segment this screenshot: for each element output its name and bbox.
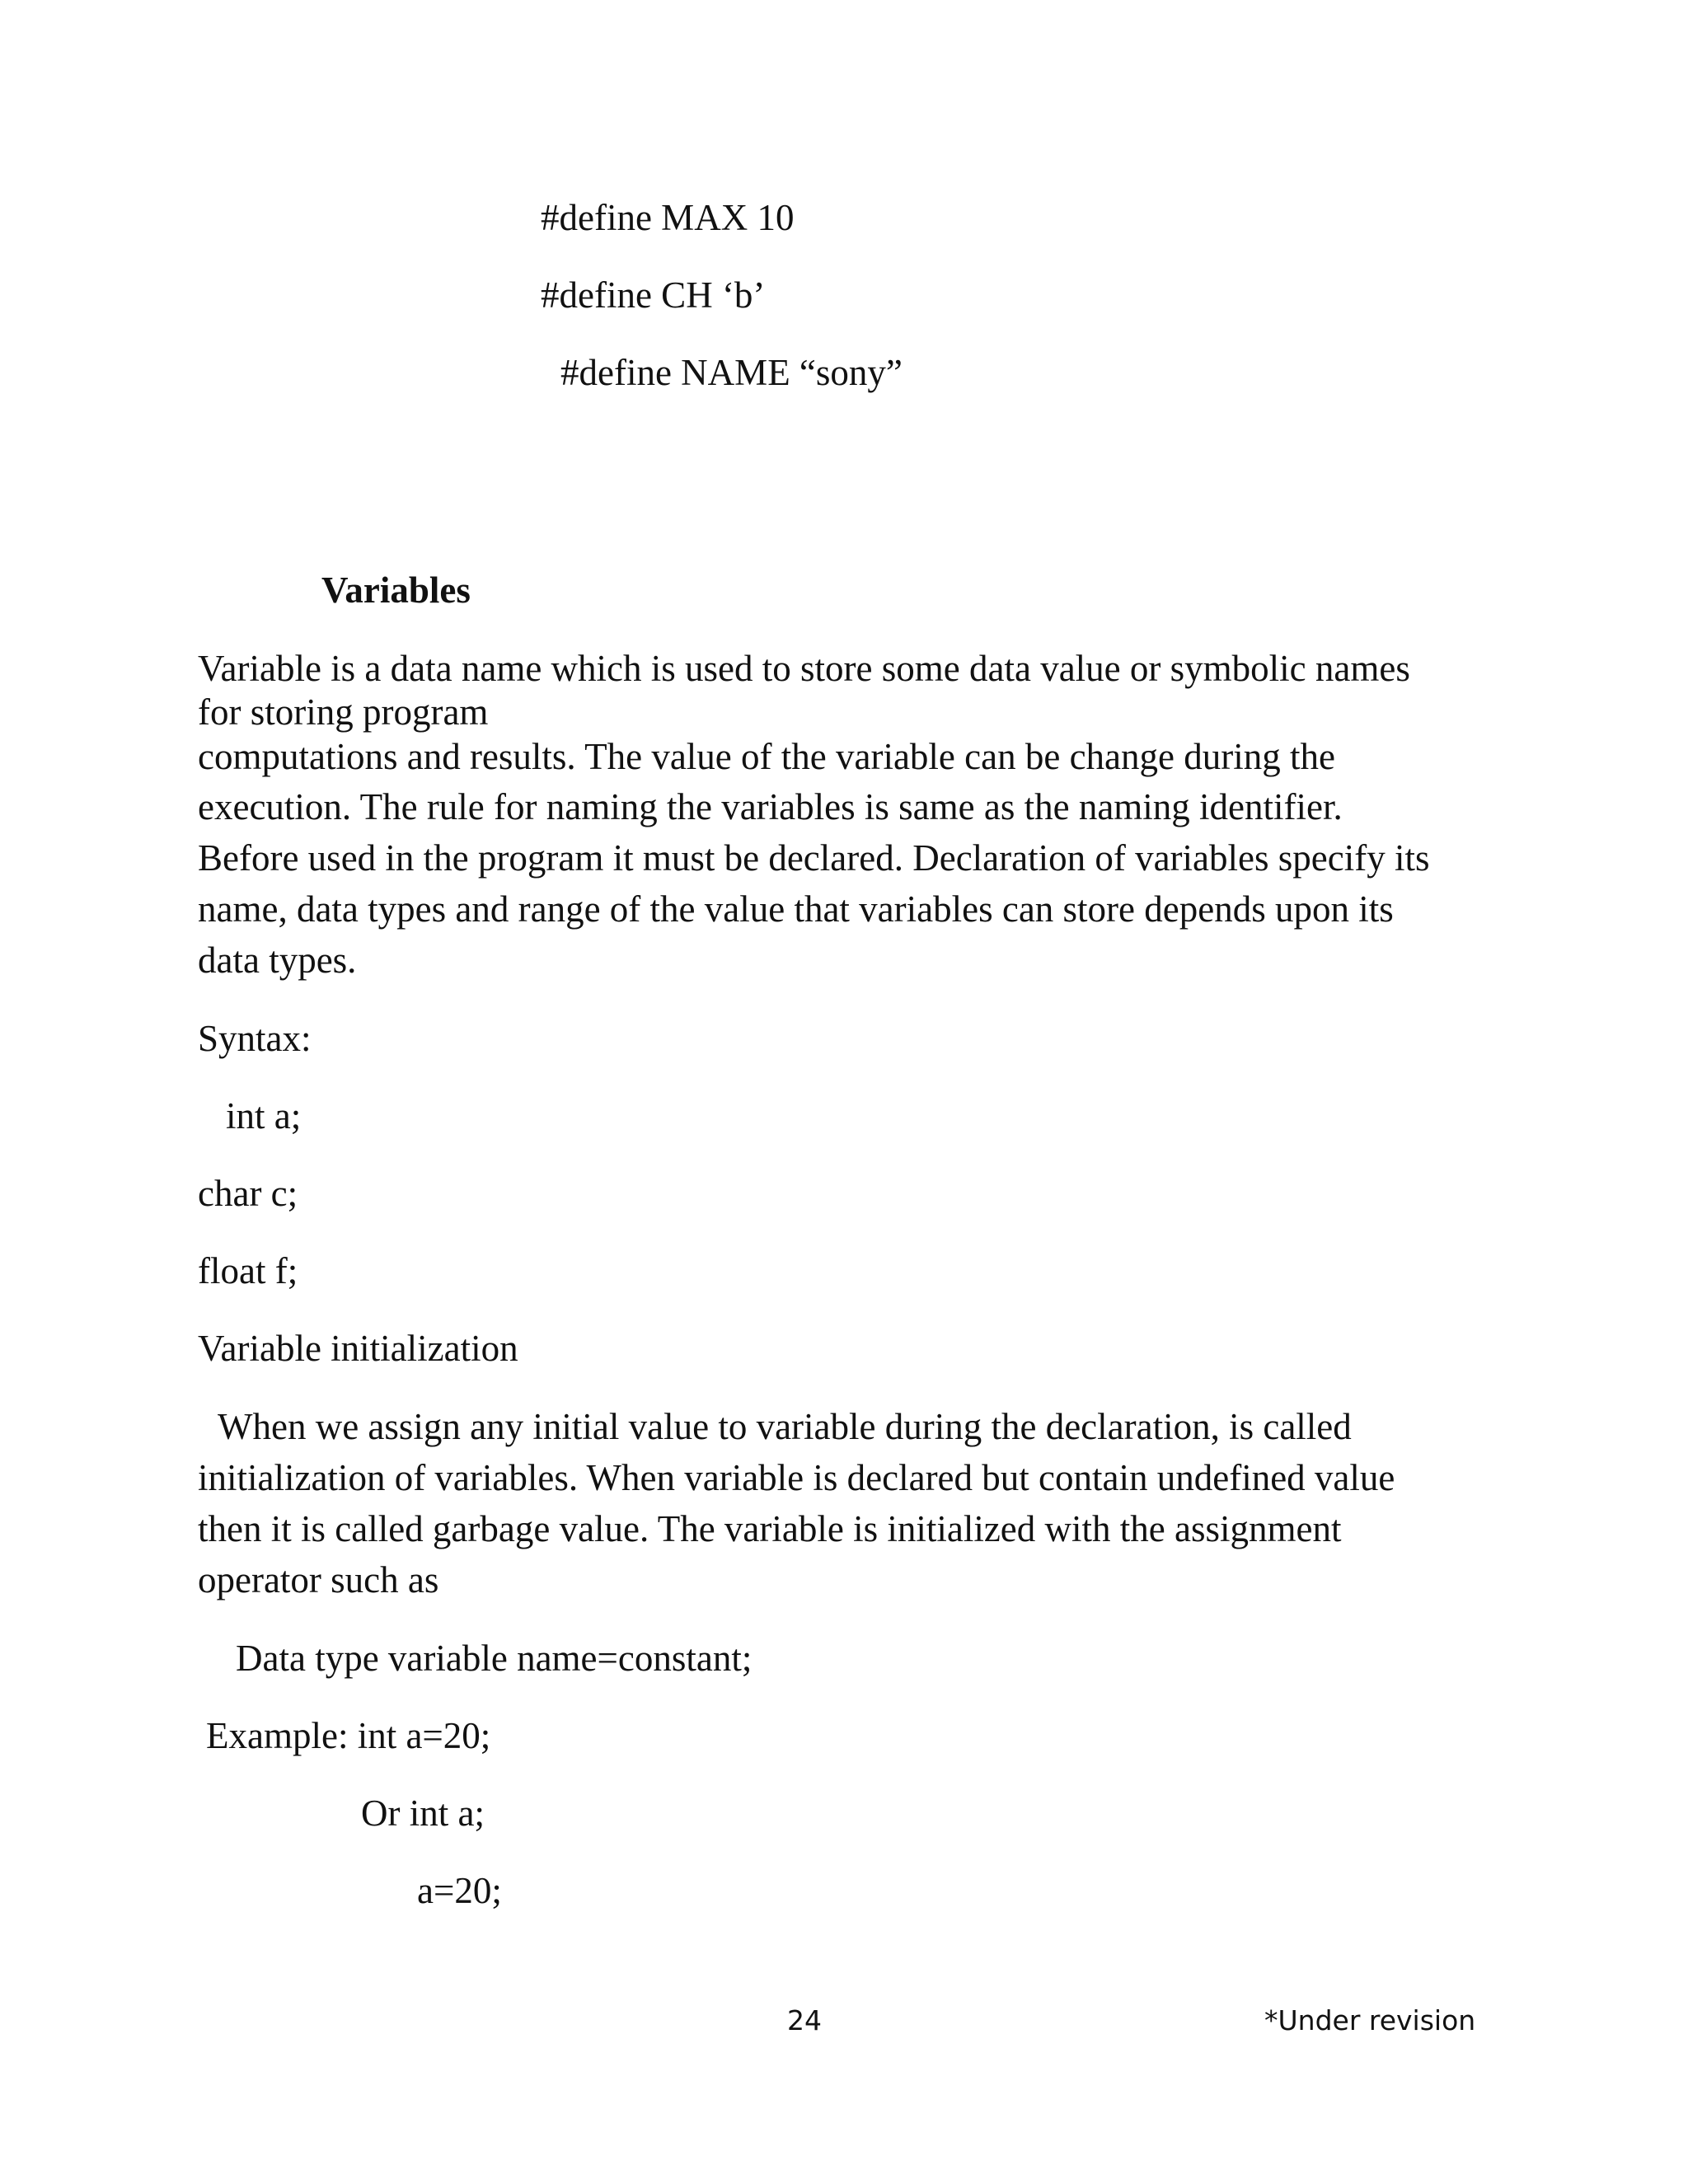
- code-define-ch: #define CH ‘b’: [541, 274, 766, 316]
- paragraph1-line: Variable is a data name which is used to store some data value or symbolic names: [198, 648, 1410, 689]
- page-number: 24: [787, 2004, 822, 2036]
- paragraph2-line: initialization of variables. When variable is declared but contain undefined value: [198, 1457, 1395, 1498]
- paragraph1-line: for storing program: [198, 691, 489, 733]
- paragraph2-line: then it is called garbage value. The variable is initialized with the assignment: [198, 1508, 1342, 1549]
- paragraph1-line: data types.: [198, 940, 357, 981]
- init-syntax: Data type variable name=constant;: [236, 1638, 753, 1679]
- init-heading: Variable initialization: [198, 1328, 518, 1369]
- paragraph1-line: Before used in the program it must be declared. Declaration of variables specify its: [198, 837, 1430, 879]
- syntax-float: float f;: [198, 1250, 298, 1291]
- paragraph2-line: When we assign any initial value to variable during the declaration, is called: [218, 1406, 1352, 1447]
- revision-note: *Under revision: [1264, 2004, 1476, 2036]
- syntax-label: Syntax:: [198, 1018, 312, 1059]
- example-line: Example: int a=20;: [206, 1715, 491, 1756]
- code-define-name: #define NAME “sony”: [560, 352, 903, 393]
- section-heading: Variables: [321, 569, 471, 611]
- syntax-char: char c;: [198, 1173, 298, 1214]
- syntax-int: int a;: [226, 1095, 302, 1137]
- paragraph2-line: operator such as: [198, 1559, 439, 1601]
- code-define-max: #define MAX 10: [541, 197, 795, 238]
- example-alt-declaration: Or int a;: [361, 1793, 485, 1834]
- paragraph1-line: execution. The rule for naming the variables is same as the naming identifier.: [198, 786, 1343, 827]
- paragraph1-line: name, data types and range of the value that variables can store depends upon its: [198, 888, 1394, 930]
- paragraph1-line: computations and results. The value of the variable can be change during the: [198, 736, 1335, 777]
- example-alt-assignment: a=20;: [417, 1870, 502, 1911]
